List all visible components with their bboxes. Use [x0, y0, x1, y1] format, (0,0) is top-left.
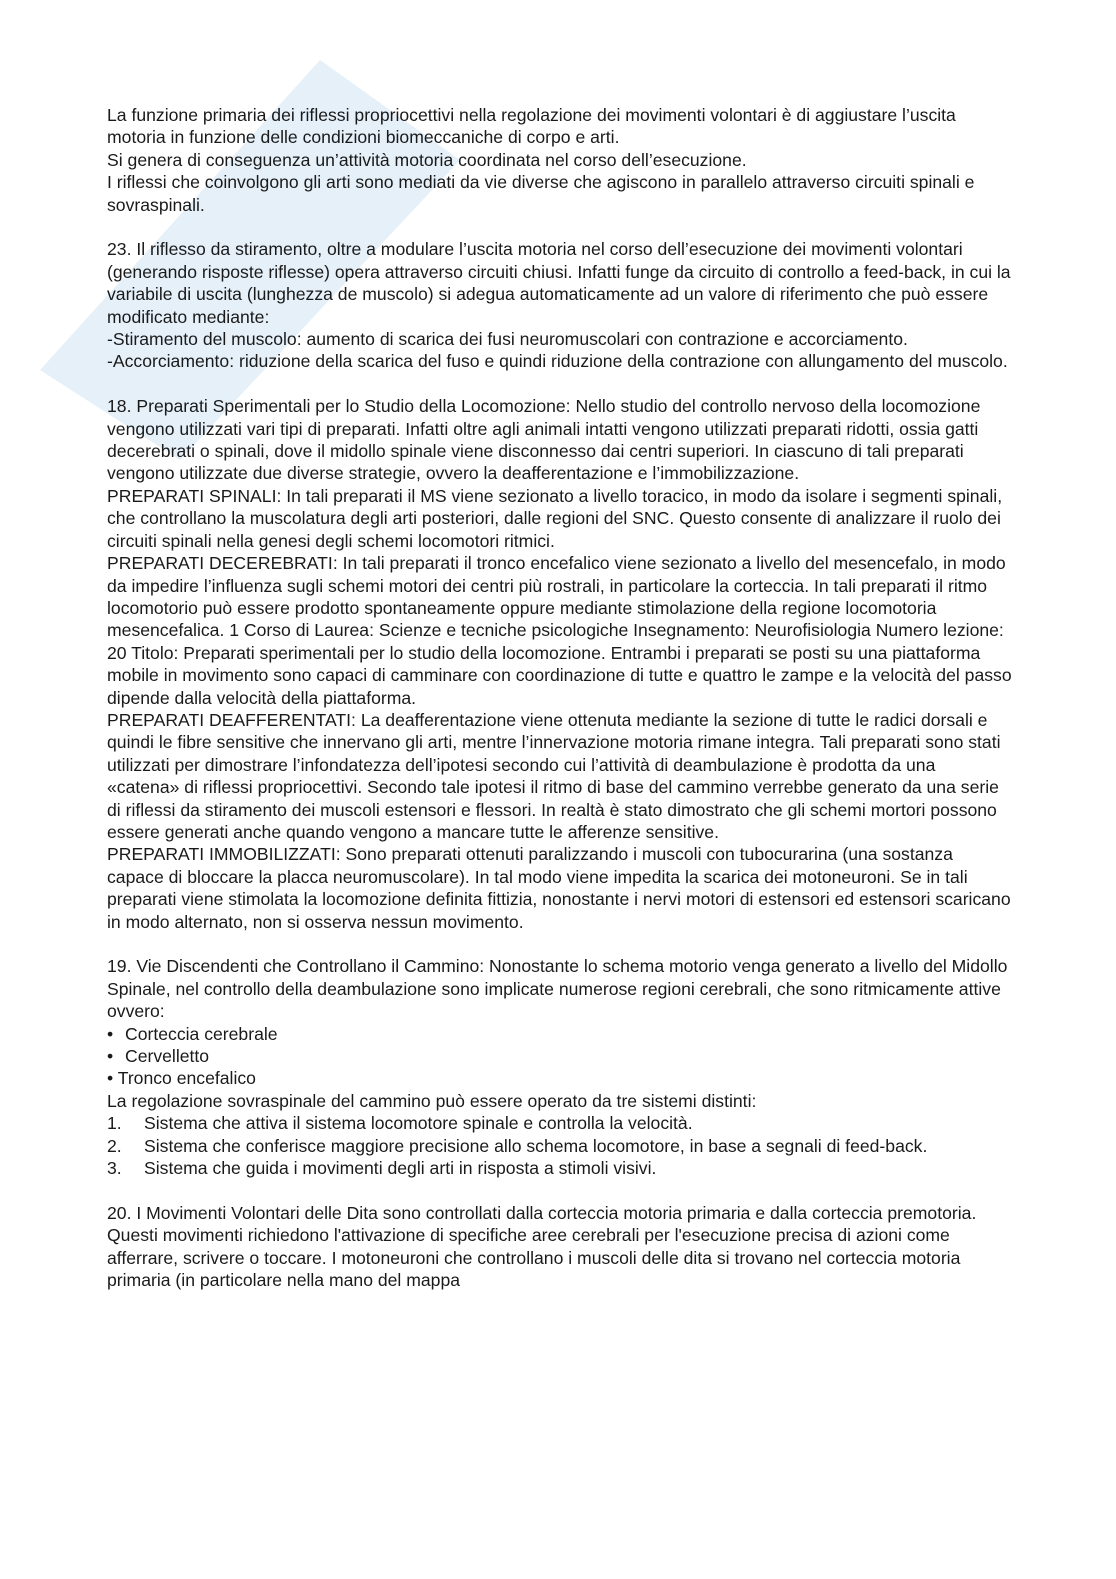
paragraph: 18. Preparati Sperimentali per lo Studio della Locomozione: Nello studio del controllo nervoso della locomozione vengono utilizzati vari tipi di preparati. Infatti oltre agli animali intatti vengono utilizzati preparati ridotti, ossia gatti decerebrati o spinali, dove il midollo spinale viene disconnesso dai centri superiori. In ciascuno di tali preparati vengono utilizzate due diverse strategie, ovvero la deafferentazione e l’immobilizzazione.: [107, 396, 981, 484]
section-20: [107, 1202, 1012, 1292]
list-item-text: Cervelletto: [125, 1046, 210, 1067]
item-text: Sistema che attiva il sistema locomotore spinale e controlla la velocità.: [144, 1113, 693, 1134]
item-number: 3.: [107, 1158, 122, 1179]
paragraph: -Accorciamento: riduzione della scarica del fuso e quindi riduzione della contrazione con allungamento del muscolo.: [107, 351, 1008, 372]
item-text: Sistema che guida i movimenti degli arti in risposta a stimoli visivi.: [144, 1158, 657, 1179]
paragraph: PREPARATI SPINALI: In tali preparati il MS viene sezionato a livello toracico, in modo da isolare i segmenti spinali, che controllano la muscolatura degli arti posteriori, dalle regioni del SNC. Questo consente di analizzare il ruolo dei circuiti spinali nella genesi degli schemi locomotori ritmici.: [107, 485, 1003, 551]
paragraph: PREPARATI DEAFFERENTATI: La deafferentazione viene ottenuta mediante la sezione di tutte le radici dorsali e quindi le fibre sensitive che innervano gli arti, mentre l’innervazione motoria rimane integra. Tali preparati sono stati utilizzati per dimostrare l’infondatezza dell’ipotesi secondo cui l’attività di deambulazione è prodotta da una «catena» di riflessi propriocettivi. Secondo tale ipotesi il ritmo di base del cammino verrebbe generato da una serie di riflessi da stiramento dei muscoli estensori e flessori. In realtà è stato dimostrato che gli schemi mortori possono essere generati anche quando vengono a mancare tutte le afferenze sensitive.: [107, 709, 1001, 842]
item-number: 1.: [107, 1113, 122, 1134]
list-item: • Tronco encefalico: [107, 1068, 256, 1089]
list-item: [107, 1023, 1012, 1045]
paragraph: 19. Vie Discendenti che Controllano il Cammino: Nonostante lo schema motorio venga generato a livello del Midollo Spinale, nel controllo della deambulazione sono implicate numerose regioni cerebrali, che sono ritmicamente attive ovvero:: [107, 956, 1008, 1022]
numbered-item: [107, 1112, 1012, 1134]
section-23: [107, 238, 1012, 372]
text-line: La funzione primaria dei riflessi propriocettivi nella regolazione dei movimenti volontari è di aggiustare l’uscita motoria in funzione delle condizioni biomeccaniche di corpo e arti.: [107, 105, 956, 148]
paragraph: 23. Il riflesso da stiramento, oltre a modulare l’uscita motoria nel corso dell’esecuzione dei movimenti volontari (generando risposte riflesse) opera attraverso circuiti chiusi. Infatti funge da circuito di controllo a feed-back, in cui la variabile di uscita (lunghezza de muscolo) si adegua automaticamente ad un valore di riferimento che può essere modificato mediante:: [107, 239, 1011, 327]
list-item: [107, 1045, 1012, 1067]
text-line: Si genera di conseguenza un’attività motoria coordinata nel corso dell’esecuzione.: [107, 149, 747, 170]
document-body: [107, 104, 1012, 1291]
item-number: 2.: [107, 1135, 122, 1156]
list-item-text: Corteccia cerebrale: [125, 1023, 278, 1044]
item-text: Sistema che conferisce maggiore precisione allo schema locomotore, in base a segnali di feed-back.: [144, 1135, 928, 1156]
paragraph: La regolazione sovraspinale del cammino può essere operato da tre sistemi distinti:: [107, 1090, 757, 1111]
paragraph: -Stiramento del muscolo: aumento di scarica dei fusi neuromuscolari con contrazione e accorciamento.: [107, 329, 908, 350]
section-18: [107, 395, 1012, 933]
section-19: [107, 955, 1012, 1179]
numbered-item: [107, 1157, 1012, 1179]
text-line: I riflessi che coinvolgono gli arti sono mediati da vie diverse che agiscono in parallelo attraverso circuiti spinali e sovraspinali.: [107, 172, 975, 215]
paragraph: PREPARATI IMMOBILIZZATI: Sono preparati ottenuti paralizzando i muscoli con tubocurarina (una sostanza capace di bloccare la placca neuromuscolare). In tal modo viene impedita la scarica dei motoneuroni. Se in tali preparati viene stimolata la locomozione definita fittizia, nonostante i nervi motori di estensori ed estensori scaricano in modo alternato, non si osserva nessun movimento.: [107, 844, 1011, 932]
bullet-marker: •: [107, 1046, 114, 1067]
numbered-item: [107, 1135, 1012, 1157]
bullet-marker: •: [107, 1023, 114, 1044]
paragraph: 20. I Movimenti Volontari delle Dita sono controllati dalla corteccia motoria primaria e dalla corteccia premotoria. Questi movimenti richiedono l'attivazione di specifiche aree cerebrali per l'esecuzione precisa di azioni come afferrare, scrivere o toccare. I motoneuroni che controllano i muscoli delle dita si trovano nel corteccia motoria primaria (in particolare nella mano del mappa: [107, 1202, 977, 1291]
intro-section: [107, 104, 1012, 216]
paragraph: PREPARATI DECEREBRATI: In tali preparati il tronco encefalico viene sezionato a livello del mesencefalo, in modo da impedire l’influenza sugli schemi motori dei centri più rostrali, in particolare la corteccia. In tali preparati il ritmo locomotorio può essere prodotto spontaneamente oppure mediante stimolazione della regione locomotoria mesencefalica. 1 Corso di Laurea: Scienze e tecniche psicologiche Insegnamento: Neurofisiologia Numero lezione: 20 Titolo: Preparati sperimentali per lo studio della locomozione. Entrambi i preparati se posti su una piattaforma mobile in movimento sono capaci di camminare con coordinazione di tutte e quattro le zampe e la velocità del passo dipende dalla velocità della piattaforma.: [107, 553, 1012, 708]
